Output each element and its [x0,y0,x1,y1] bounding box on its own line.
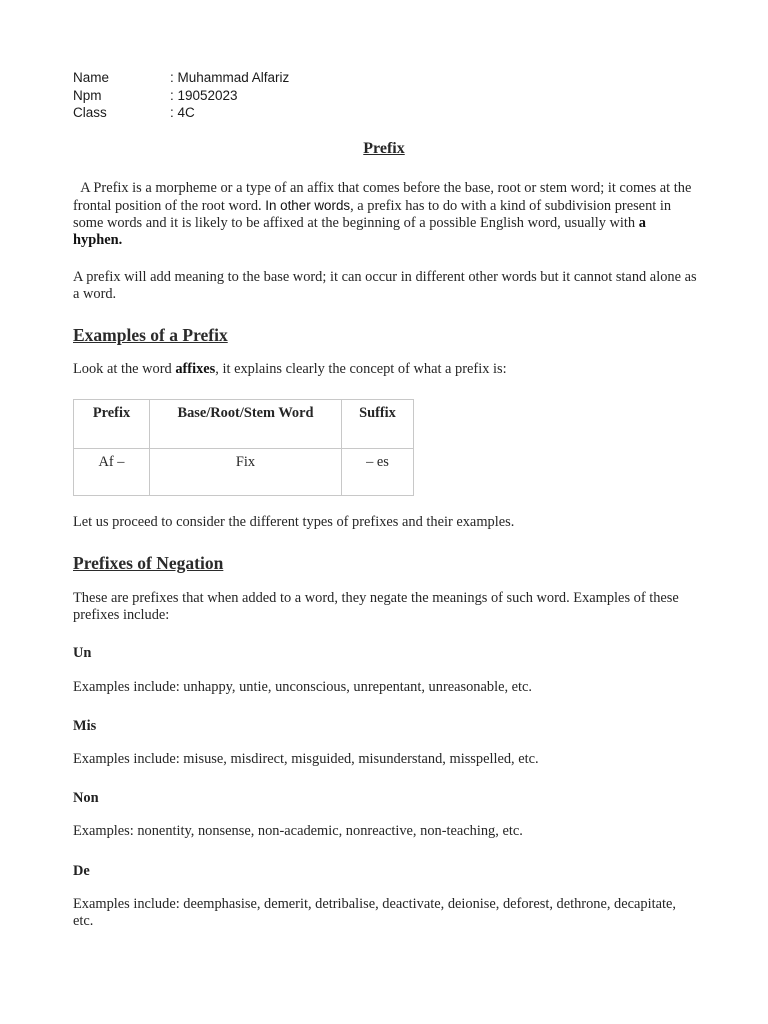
name-value: : Muhammad Alfariz [170,70,290,85]
prefix-non-heading: Non [73,790,99,806]
affixes-text-2: , it explains clearly the concept of what a prefix is: [215,361,507,377]
table-header-prefix: Prefix [74,400,150,449]
table-header-base: Base/Root/Stem Word [150,400,342,449]
table-header-suffix: Suffix [342,400,414,449]
prefix-mis-heading: Mis [73,718,97,734]
table-cell-suffix: – es [342,449,414,496]
affixes-paragraph [73,361,698,378]
table-header-row [74,400,414,449]
npm-row [73,87,289,105]
prefix-un-examples: Examples include: unhappy, untie, unconscious, unrepentant, unreasonable, etc. [73,679,533,695]
page-title: Prefix [363,140,405,157]
examples-heading: Examples of a Prefix [73,325,228,345]
prefix-non-examples: Examples: nonentity, nonsense, non-academic, nonreactive, non-teaching, etc. [73,823,523,839]
negation-heading: Prefixes of Negation [73,553,224,573]
affixes-word: affixes [175,361,216,377]
proceed-paragraph: Let us proceed to consider the different types of prefixes and their examples. [73,514,515,530]
prefix-de-heading: De [73,863,90,879]
table-row [74,449,414,496]
class-label: Class [73,105,107,120]
table-cell-base: Fix [150,449,342,496]
affixes-text-1: Look at the word [73,361,176,377]
negation-intro-paragraph: These are prefixes that when added to a word, they negate the meanings of such word. Examples of these prefixes include: [73,590,679,623]
in-other-words-text: In other words [265,198,351,213]
intro-text-2: , a prefix has to do with a kind of subdivision present in some words and it is likely to be affixed at the beginning of a possible English word, usually with [73,198,675,231]
prefix-un-heading: Un [73,645,92,661]
name-label: Name [73,70,110,85]
hyphen-text: a hyphen. [73,215,650,248]
meaning-paragraph: A prefix will add meaning to the base word; it can occur in different other words but it cannot stand alone as a word. [73,269,697,302]
npm-value: : 19052023 [170,87,238,103]
npm-label: Npm [73,87,102,103]
intro-paragraph [73,180,698,249]
intro-text-1: A Prefix is a morpheme or a type of an affix that comes before the base, root or stem word; it comes at the frontal position of the root word. [73,180,695,214]
class-row [73,104,289,122]
prefix-mis-examples: Examples include: misuse, misdirect, misguided, misunderstand, misspelled, etc. [73,751,539,767]
table-cell-prefix: Af – [74,449,150,496]
affix-table [73,399,414,496]
student-info [73,69,289,122]
name-row [73,69,289,87]
class-value: : 4C [170,105,195,120]
prefix-de-examples: Examples include: deemphasise, demerit, detribalise, deactivate, deionise, deforest, dethrone, decapitate, etc. [73,896,676,929]
